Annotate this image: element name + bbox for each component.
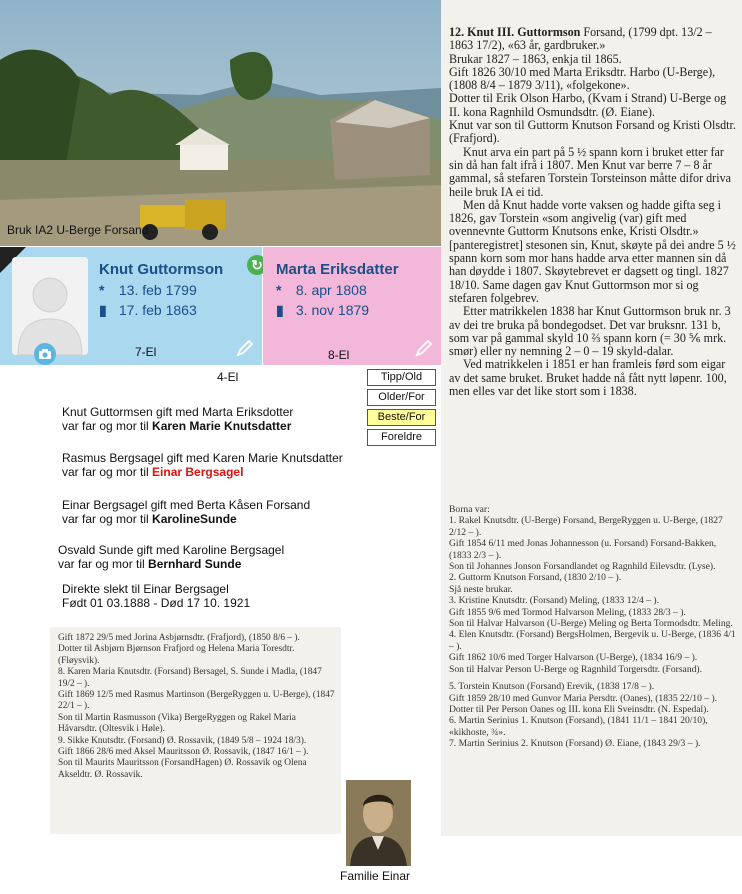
paragraph: Gift 1826 30/10 med Marta Eriksdtr. Harbo (U-Berge), (1808 8/4 – 1879 3/11), «folgekone». xyxy=(449,64,716,93)
lineage-prefix: var far og mor til xyxy=(62,419,153,433)
lineage-entry xyxy=(58,543,284,571)
death-date-text: 17. feb 1863 xyxy=(118,302,197,318)
list-item: Son til Halvar Person U-Berge og Ragnhild Torgersdtr. (Forsand). xyxy=(449,663,703,675)
person-name[interactable]: Knut Guttormson xyxy=(99,261,224,278)
list-item: Gift 1872 29/5 med Jorina Asbjørnsdtr. (Frafjord), (1850 8/6 – ). xyxy=(58,633,300,643)
asterisk-icon: * xyxy=(276,282,282,298)
list-item: 8. Karen Maria Knutsdtr. (Forsand) Bersagel, S. Sunde i Madla, (1847 19/2 – ). xyxy=(58,667,322,689)
death-date-text: 3. nov 1879 xyxy=(295,302,370,318)
list-item: Gift 1862 10/6 med Torger Halvarson (U-Berge), (1834 16/9 – ). xyxy=(449,652,698,664)
paragraph: Knut arva ein part på 5 ½ spann korn i bruket etter far sin då han falt ifrå i 1807. Men Knut var berre 7 – 8 år gammal, så stefaren Torstein Torsteinson måtte difor driva heile bruk IA ei tid. xyxy=(449,144,731,199)
entry-title: 12. Knut III. Guttormson xyxy=(449,25,581,39)
list-item: 2. Guttorm Knutson Forsand, (1830 2/10 – ). xyxy=(449,572,622,584)
avatar[interactable] xyxy=(12,257,88,355)
scanned-book-text xyxy=(441,0,742,500)
child-name-highlight: Einar Bergsagel xyxy=(152,465,244,479)
list-item: 7. Martin Serinius 2. Knutson (Forsand) Ø. Eiane, (1843 29/3 – ). xyxy=(449,738,701,750)
child-name: Bernhard Sunde xyxy=(148,557,242,571)
list-item: Gift 1854 6/11 med Jonas Johannesson (u. Forsand) Forsand-Bakken, (1833 2/3 – ). xyxy=(449,538,717,561)
list-item: Son til Johannes Jonson Forsandlandet og Ragnhild Eilevsdtr. (Lyse). xyxy=(449,561,716,573)
person-card-knut[interactable] xyxy=(0,247,262,365)
list-item: Sjå neste brukar. xyxy=(449,583,513,595)
death-date xyxy=(99,302,197,319)
person-name[interactable]: Marta Eriksdatter xyxy=(276,261,399,278)
list-item: Gift 1866 28/6 med Aksel Mauritsson Ø. Rossavik, (1847 16/1 – ). xyxy=(58,747,309,758)
paragraph: Knut var son til Guttorm Knutson Forsand og Kristi Olsdtr. (Frafjord). xyxy=(449,118,736,146)
camera-icon[interactable] xyxy=(34,343,56,365)
generation-label: 7-El xyxy=(135,345,157,359)
list-item: Son til Maurits Mauritsson (ForsandHagen) Ø. Rossavik og Olena Akseldtr. Ø. Rossavik. xyxy=(58,758,307,780)
list-item: Dotter til Asbjørn Bjørnson Frafjord og Helena Maria Toresdtr. (Fløysvik). xyxy=(58,644,295,666)
lineage-entry xyxy=(62,498,310,526)
paragraph: Men då Knut hadde vorte vaksen og hadde gifta seg i 1826, gav Torstein «som angivelig (var) gift med ovennevnte Guttorm Knutsons enke, Kristi Olsdtr.» [panteregistret] stesonen sin, Knut, skøyte på dei andre 5 ½ spann korn som mor hans hadde arva etter mannen sin då han døydde i 1807. Skøytebrevet er dagsett og tingl. 1827 18/10. Same dagen gav Knut Guttormson mor si og stefaren folgebrev. xyxy=(449,197,736,305)
sync-icon[interactable]: ↻ xyxy=(247,255,267,275)
birth-date xyxy=(99,282,197,298)
list-item: 9. Sikke Knutsdtr. (Forsand) Ø. Rossavik, (1849 5/8 – 1924 18/3). xyxy=(58,735,307,746)
scanned-children-list xyxy=(441,496,742,836)
child-name: Karen Marie Knutsdatter xyxy=(152,419,292,433)
nav-older-for-button[interactable]: Older/For xyxy=(367,389,436,406)
list-item: 5. Torstein Knutson (Forsand) Erevik, (1838 17/8 – ). xyxy=(449,681,655,693)
entry-heading xyxy=(441,0,742,53)
person-card-marta[interactable] xyxy=(263,247,441,365)
lineage-prefix: var far og mor til xyxy=(58,557,149,571)
scanned-book-excerpt xyxy=(50,627,341,834)
portrait-photo[interactable] xyxy=(346,780,411,866)
direct-descent-dates: Født 01 03.1888 - Død 17 10. 1921 xyxy=(62,596,251,610)
child-name: KarolineSunde xyxy=(152,512,237,526)
direct-descent-note xyxy=(62,582,250,610)
nav-beste-for-button[interactable]: Beste/For xyxy=(367,409,436,426)
lineage-prefix: var far og mor til xyxy=(62,465,153,479)
generation-label: 8-El xyxy=(328,348,350,362)
list-item: Gift 1855 9/6 med Tormod Halvarson Meling, (1833 28/3 – ). xyxy=(449,606,686,618)
birth-date-text: 13. feb 1799 xyxy=(118,282,197,298)
lineage-child xyxy=(62,465,343,479)
lineage-child xyxy=(58,557,284,571)
list-item: Gift 1859 28/10 med Gunvor Maria Persdtr. (Oanes), (1835 22/10 – ). xyxy=(449,692,718,704)
lineage-child xyxy=(62,512,310,526)
list-item: Dotter til Per Person Oanes og III. kona Eli Sveinsdtr. (N. Espedal). xyxy=(449,703,709,715)
death-date xyxy=(276,302,369,319)
list-item: Gift 1869 12/5 med Rasmus Martinson (BergeRyggen u. U-Berge), (1847 22/1 – ). xyxy=(58,690,335,712)
list-item: 6. Martin Serinius 1. Knutson (Forsand), (1841 11/1 – 1841 20/10), «kikhoste, ¾». xyxy=(449,715,708,738)
lineage-marriage: Einar Bergsagel gift med Berta Kåsen Forsand xyxy=(62,498,311,512)
paragraph: Etter matrikkelen 1838 har Knut Guttormson bruk nr. 3 av dei tre bruka på bondegodset. Det var bruksnr. 131 b, som var på gammal skyld 10 ⅔ spann korn (= 30 ⅚ mrk. smør) eller ny nemning 2 – 0 – 19 skyld-dalar. xyxy=(449,304,731,359)
generation-label: 4-El xyxy=(217,370,239,384)
portrait-caption: Familie Einar xyxy=(340,869,411,883)
tombstone-icon: ▮ xyxy=(276,302,284,318)
birth-date-text: 8. apr 1808 xyxy=(295,282,367,298)
direct-descent-title: Direkte slekt til Einar Bergsagel xyxy=(62,582,229,596)
farm-photo xyxy=(0,0,441,246)
paragraph: Dotter til Erik Olson Harbo, (Kvam i Strand) U-Berge og II. kona Ragnhild Osmundsdtr. (Ø. Eiane). xyxy=(449,91,727,119)
list-item: Son til Martin Rasmusson (Vika) BergeRyggen og Rakel Maria Håvarsdtr. (Oltesvik i Høle). xyxy=(58,712,296,735)
asterisk-icon: * xyxy=(99,282,105,298)
list-heading: Borna var: xyxy=(449,504,490,515)
photo-caption: Bruk IA2 U-Berge Forsand xyxy=(7,223,149,237)
tombstone-icon: ▮ xyxy=(99,302,107,318)
list-item: 4. Elen Knutsdtr. (Forsand) BergsHolmen, Bergevik u. U-Berge, (1836 4/1 – ). xyxy=(449,629,736,652)
list-item: Son til Halvar Halvarson (U-Berge) Meling og Berta Tormodsdtr. Meling. xyxy=(449,618,733,630)
lineage-marriage: Osvald Sunde gift med Karoline Bergsagel xyxy=(58,543,285,557)
birth-date xyxy=(276,282,367,298)
lineage-child xyxy=(62,419,293,433)
nav-foreldre-button[interactable]: Foreldre xyxy=(367,429,436,446)
paragraph: Brukar 1827 – 1863, enkja til 1865. xyxy=(449,51,622,66)
lineage-marriage: Rasmus Bergsagel gift med Karen Marie Knutsdatter xyxy=(62,451,343,465)
edit-icon[interactable] xyxy=(234,337,256,359)
nav-tipp-old-button[interactable]: Tipp/Old xyxy=(367,369,436,386)
paragraph: Ved matrikkelen i 1851 er han framleis førd som eigar av det same bruket. Bruket hadde nå fått nytt løpenr. 100, men elles var det like stort som i 1838. xyxy=(449,357,727,399)
lineage-prefix: var far og mor til xyxy=(62,512,153,526)
entry-title-rest: Forsand, (1799 dpt. 13/2 – 1863 17/2), «63 år, gardbruker.» xyxy=(449,25,712,53)
list-item: 1. Rakel Knutsdtr. (U-Berge) Forsand, BergeRyggen u. U-Berge, (1827 2/12 – ). xyxy=(449,515,723,538)
lineage-entry xyxy=(62,405,293,433)
lineage-marriage: Knut Guttormsen gift med Marta Eriksdotter xyxy=(62,405,294,419)
lineage-entry xyxy=(62,451,343,479)
list-item: 3. Kristine Knutsdtr. (Forsand) Meling, (1833 12/4 – ). xyxy=(449,595,659,607)
edit-icon[interactable] xyxy=(413,337,435,359)
